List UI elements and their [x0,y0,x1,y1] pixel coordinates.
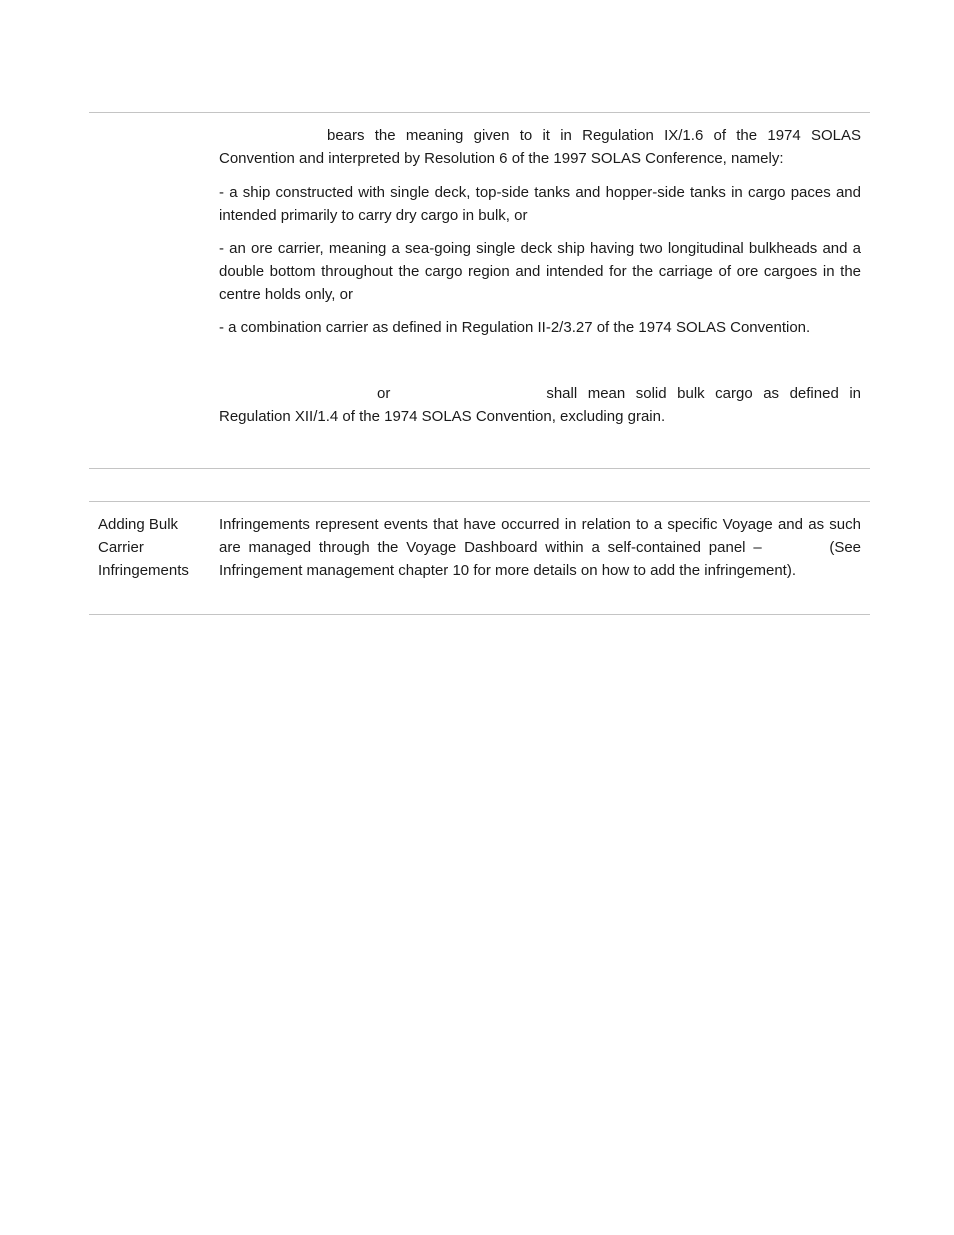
section-divider [89,501,870,502]
bottom-divider [89,614,870,615]
infringements-body-text: Infringements represent events that have occurred in relation to a specific Voyage and as such are managed through the Voyage Dashboard within a self-contained panel – [219,516,861,556]
label-line: Infringements [98,562,189,579]
solid-bulk-cargo-definition [219,382,861,428]
infringements-body-continued: (See Infringement management chapter 10 for more details on how to add the infringement). [219,539,862,579]
bulk-carrier-item-2: - an ore carrier, meaning a sea-going single deck ship having two longitudinal bulkheads and a double bottom throughout the cargo region and intended for the carriage of ore cargoes in the centre holds only, or [219,240,861,303]
bulk-carrier-intro-text: bears the meaning given to it in Regulation IX/1.6 of the 1974 SOLAS Convention and interpreted by Resolution 6 of the 1997 SOLAS Conference, namely: [219,127,861,167]
definition-connector: or [377,385,391,402]
label-line: Adding Bulk [98,516,179,533]
section-divider [89,468,870,469]
bulk-carrier-item-1: - a ship constructed with single deck, top-side tanks and hopper-side tanks in cargo paces and intended primarily to carry dry cargo in bulk, or [219,184,861,224]
bulk-carrier-definition-intro [219,124,861,170]
top-divider [89,112,870,113]
label-line: Carrier [98,539,144,556]
bulk-carrier-item-3: - a combination carrier as defined in Regulation II-2/3.27 of the 1974 SOLAS Convention. [219,319,811,336]
solid-bulk-cargo-text: shall mean solid bulk cargo as defined in Regulation XII/1.4 of the 1974 SOLAS Convention, excluding grain. [219,385,861,425]
infringements-body [219,513,861,582]
infringements-section-label [98,513,213,582]
